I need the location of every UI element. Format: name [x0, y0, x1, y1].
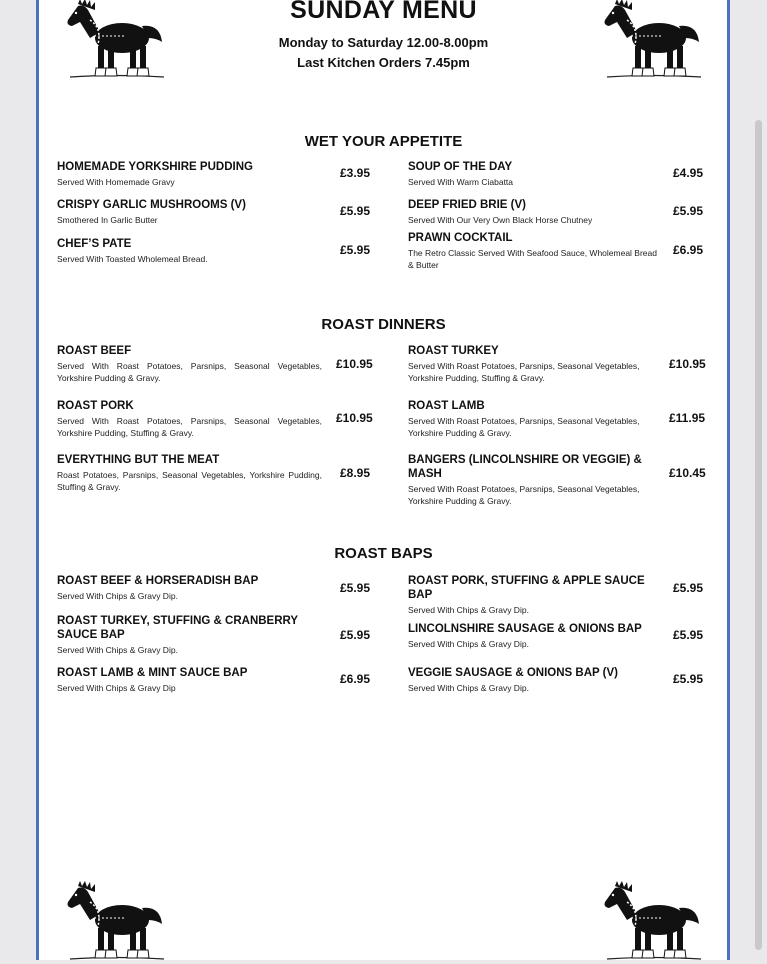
item-name: CHEF’S PATE [57, 238, 132, 250]
item-description: Served With Roast Potatoes, Parsnips, Seasonal Vegetables, Yorkshire Pudding & Gravy. [408, 416, 640, 438]
vertical-scrollbar[interactable] [755, 120, 762, 950]
menu-item [408, 198, 663, 226]
horse-logo-icon [60, 880, 170, 964]
item-price: £5.95 [340, 581, 371, 595]
menu-item [57, 574, 327, 602]
menu-item [57, 453, 322, 493]
item-description: The Retro Classic Served With Seafood Sauce, Wholemeal Bread & Butter [408, 248, 657, 270]
item-name: BANGERS (LINCOLNSHIRE OR VEGGIE) & MASH [408, 454, 642, 480]
item-price: £6.95 [673, 243, 704, 257]
menu-item [57, 198, 327, 226]
item-name: ROAST TURKEY [408, 345, 499, 357]
item-name: ROAST PORK [57, 400, 134, 412]
item-description: Served With Chips & Gravy Dip. [57, 645, 178, 655]
item-price: £6.95 [340, 672, 371, 686]
item-description: Served With Roast Potatoes, Parsnips, Seasonal Vegetables, Yorkshire Pudding, Stuffing & Gravy. [57, 416, 322, 438]
item-description: Served With Chips & Gravy Dip. [408, 639, 529, 649]
item-description: Served With Toasted Wholemeal Bread. [57, 254, 208, 264]
item-name: SOUP OF THE DAY [408, 161, 513, 173]
item-name: VEGGIE SAUSAGE & ONIONS BAP (V) [408, 667, 619, 679]
menu-item [408, 231, 663, 271]
item-name: ROAST LAMB [408, 400, 485, 412]
item-description: Served With Roast Potatoes, Parsnips, Seasonal Vegetables, Yorkshire Pudding & Gravy. [408, 484, 640, 506]
item-description: Served With Chips & Gravy Dip [57, 683, 176, 693]
menu-item [57, 160, 327, 188]
item-price: £5.95 [673, 628, 704, 642]
item-description: Roast Potatoes, Parsnips, Seasonal Vegetables, Yorkshire Pudding, Stuffing & Gravy. [57, 470, 322, 492]
menu-item [408, 344, 660, 384]
item-price: £11.95 [669, 411, 706, 425]
item-description: Served With Roast Potatoes, Parsnips, Seasonal Vegetables, Yorkshire Pudding, Stuffing & Gravy. [408, 361, 640, 383]
item-name: DEEP FRIED BRIE (V) [408, 199, 526, 211]
opening-hours: Monday to Saturday 12.00-8.00pm [278, 35, 489, 50]
item-name: LINCOLNSHIRE SAUSAGE & ONIONS BAP [408, 623, 642, 635]
section-heading-roast-dinners: ROAST DINNERS [321, 316, 446, 333]
menu-item [408, 160, 663, 188]
menu-item [57, 399, 322, 439]
menu-item [408, 399, 660, 439]
item-name: ROAST LAMB & MINT SAUCE BAP [57, 667, 248, 679]
item-price: £10.45 [669, 466, 706, 480]
item-price: £8.95 [340, 466, 371, 480]
item-description: Served With Chips & Gravy Dip. [57, 591, 178, 601]
item-description: Served With Chips & Gravy Dip. [408, 683, 529, 693]
item-price: £5.95 [340, 243, 371, 257]
item-price: £5.95 [673, 204, 704, 218]
item-name: ROAST PORK, STUFFING & APPLE SAUCE BAP [408, 575, 645, 601]
menu-item [57, 237, 327, 265]
menu-item [57, 344, 322, 384]
item-price: £4.95 [673, 166, 704, 180]
item-description: Served With Warm Ciabatta [408, 177, 514, 187]
item-description: Served With Chips & Gravy Dip. [408, 605, 529, 615]
last-orders: Last Kitchen Orders 7.45pm [297, 55, 470, 70]
item-name: CRISPY GARLIC MUSHROOMS (V) [57, 199, 246, 211]
item-price: £5.95 [673, 581, 704, 595]
section-heading-roast-baps: ROAST BAPS [334, 545, 433, 562]
horse-logo-icon [597, 880, 707, 964]
menu-item [57, 614, 322, 656]
item-price: £10.95 [336, 357, 373, 371]
menu-item [408, 574, 663, 616]
item-price: £10.95 [669, 357, 706, 371]
menu-item [408, 666, 663, 694]
item-description: Served With Roast Potatoes, Parsnips, Seasonal Vegetables, Yorkshire Pudding & Gravy. [57, 361, 322, 383]
menu-item [408, 622, 663, 650]
menu-item [57, 666, 327, 694]
page-title: SUNDAY MENU [290, 0, 477, 24]
item-name: ROAST BEEF & HORSERADISH BAP [57, 575, 259, 587]
item-name: EVERYTHING BUT THE MEAT [57, 454, 220, 466]
item-price: £3.95 [340, 166, 371, 180]
item-description: Served With Our Very Own Black Horse Chutney [408, 215, 593, 225]
item-name: ROAST BEEF [57, 345, 132, 357]
item-price: £10.95 [336, 411, 373, 425]
item-description: Smothered In Garlic Butter [57, 215, 158, 225]
section-heading-wet-your-appetite: WET YOUR APPETITE [304, 133, 463, 150]
menu-item [408, 453, 660, 507]
item-name: PRAWN COCKTAIL [408, 232, 513, 244]
item-name: ROAST TURKEY, STUFFING & CRANBERRY SAUCE BAP [57, 615, 298, 641]
item-name: HOMEMADE YORKSHIRE PUDDING [57, 161, 253, 173]
item-price: £5.95 [340, 628, 371, 642]
item-price: £5.95 [673, 672, 704, 686]
item-description: Served With Homemade Gravy [57, 177, 175, 187]
item-price: £5.95 [340, 204, 371, 218]
